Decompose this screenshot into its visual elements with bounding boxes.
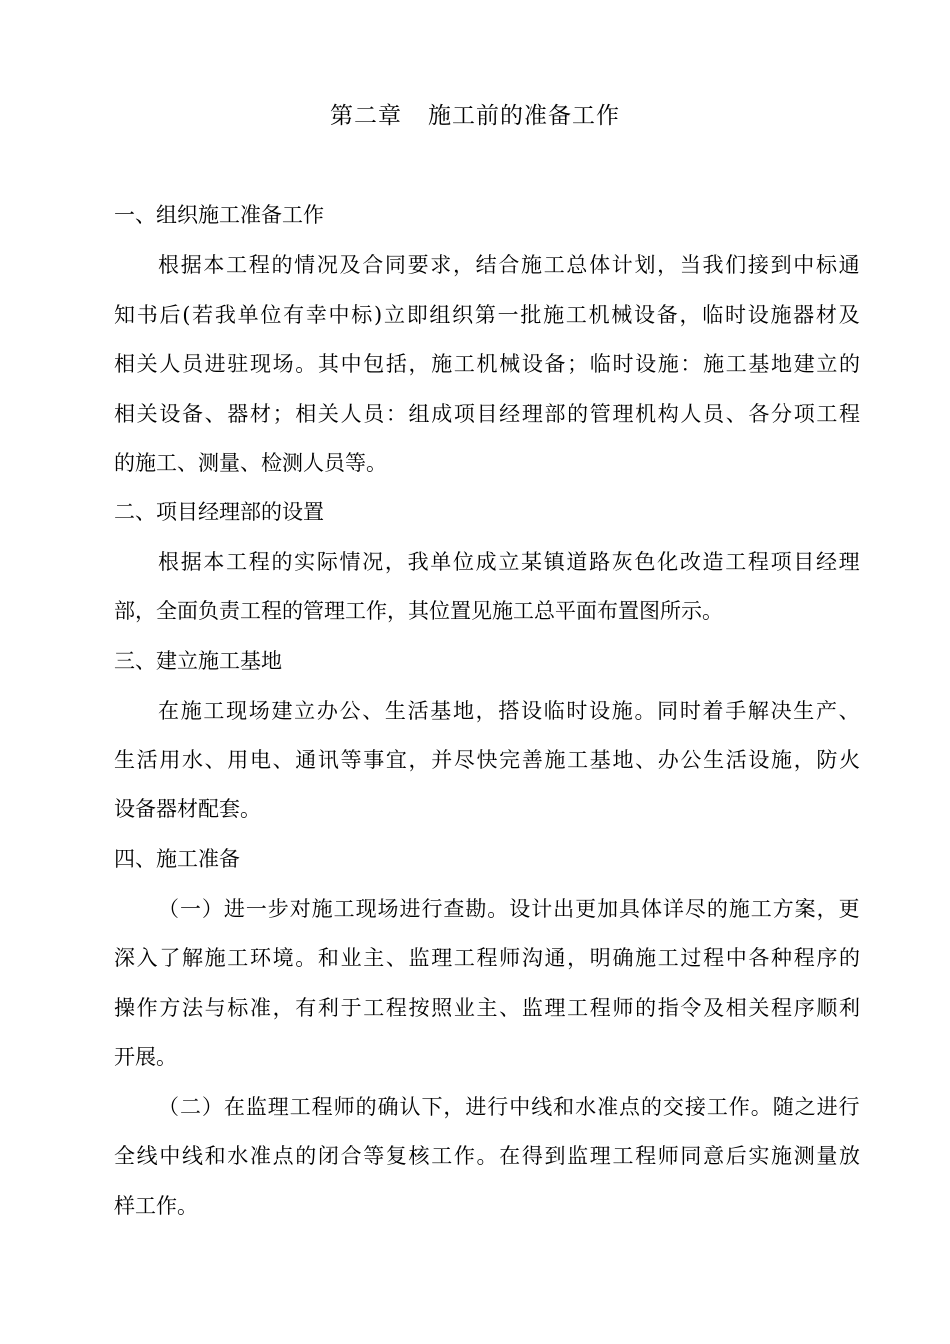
section-heading-3: 三、建立施工基地: [114, 649, 282, 673]
paragraph-line: 知 书 后 ( 若 我 单 位 有 幸 中 标 ) 立 即 组 织 第 一 批 施 工 机 械 设 备 ， 临 时 设 施 器 材 及: [114, 303, 860, 327]
chapter-title: [0, 96, 950, 136]
paragraph-line: （ 二 ） 在 监 理 工 程 师 的 确 认 下 ， 进 行 中 线 和 水 准 点 的 交 接 工 作 。 随 之 进 行: [158, 1095, 860, 1119]
paragraph-line: 相 关 人 员 进 驻 现 场 。 其 中 包 括 ， 施 工 机 械 设 备 ； 临 时 设 施 ： 施 工 基 地 建 立 的: [114, 352, 860, 376]
section-heading-2: 二、项目经理部的设置: [114, 500, 324, 524]
section-heading-4: 四、施工准备: [114, 847, 240, 871]
paragraph-line: 在 施 工 现 场 建 立 办 公 、 生 活 基 地 ， 搭 设 临 时 设 施 。 同 时 着 手 解 决 生 产 、: [158, 699, 860, 723]
chapter-name: 施工前的准备工作: [428, 103, 620, 129]
paragraph-line: 操 作 方 法 与 标 准 ， 有 利 于 工 程 按 照 业 主 、 监 理 工 程 师 的 指 令 及 相 关 程 序 顺 利: [114, 996, 860, 1020]
paragraph-line: 的施工、测量、检测人员等。: [114, 451, 387, 475]
paragraph-line: 部，全面负责工程的管理工作，其位置见施工总平面布置图所示。: [114, 599, 723, 623]
paragraph-line: 深 入 了 解 施 工 环 境 。 和 业 主 、 监 理 工 程 师 沟 通 ， 明 确 施 工 过 程 中 各 种 程 序 的: [114, 946, 860, 970]
paragraph-line: （ 一 ） 进 一 步 对 施 工 现 场 进 行 查 勘 。 设 计 出 更 加 具 体 详 尽 的 施 工 方 案 ， 更: [158, 897, 860, 921]
paragraph-line: 根 据 本 工 程 的 情 况 及 合 同 要 求 ， 结 合 施 工 总 体 计 划 ， 当 我 们 接 到 中 标 通: [158, 253, 860, 277]
paragraph-line: 设备器材配套。: [114, 797, 261, 821]
paragraph-line: 相 关 设 备 、 器 材 ； 相 关 人 员 ： 组 成 项 目 经 理 部 的 管 理 机 构 人 员 、 各 分 项 工 程: [114, 402, 860, 426]
paragraph-line: 样工作。: [114, 1194, 198, 1218]
paragraph-line: 根 据 本 工 程 的 实 际 情 况 ， 我 单 位 成 立 某 镇 道 路 灰 色 化 改 造 工 程 项 目 经 理: [158, 550, 860, 574]
paragraph-line: 开展。: [114, 1045, 177, 1069]
chapter-number: 第二章: [330, 103, 402, 129]
section-heading-1: 一、组织施工准备工作: [114, 203, 324, 227]
paragraph-line: 生 活 用 水 、 用 电 、 通 讯 等 事 宜 ， 并 尽 快 完 善 施 工 基 地 、 办 公 生 活 设 施 ， 防 火: [114, 748, 860, 772]
paragraph-line: 全 线 中 线 和 水 准 点 的 闭 合 等 复 核 工 作 。 在 得 到 监 理 工 程 师 同 意 后 实 施 测 量 放: [114, 1144, 860, 1168]
